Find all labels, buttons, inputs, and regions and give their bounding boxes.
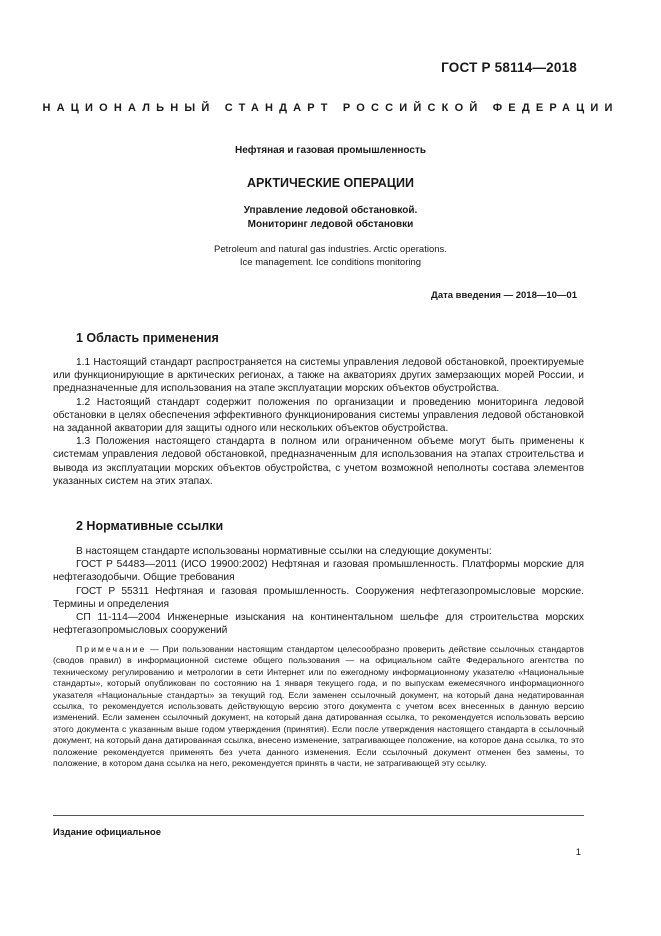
document-number: ГОСТ Р 58114—2018: [441, 60, 577, 75]
paragraph-1-2: 1.2 Настоящий стандарт содержит положения по организации и проведению мониторинга ледовой обстановки в целях обеспечения эффективного функционирования системы управления ледовой обстановкой на заданной акватории для защиты одного или нескольких объектов обустройства.: [53, 396, 584, 435]
introduction-date: Дата введения — 2018—10—01: [431, 290, 577, 301]
references-note: [53, 644, 584, 769]
reference-item: СП 11-114—2004 Инженерные изыскания на континентальном шельфе для строительства морских нефтегазопромысловых сооружений: [53, 612, 584, 637]
section-1-heading: 1 Область применения: [76, 331, 219, 345]
document-title: АРКТИЧЕСКИЕ ОПЕРАЦИИ: [247, 176, 414, 190]
document-subtitle-line-1: Управление ледовой обстановкой.: [243, 205, 418, 216]
footer-divider: [53, 815, 584, 816]
section-2-body: [53, 545, 584, 637]
edition-label: Издание официальное: [53, 827, 161, 838]
references-intro: В настоящем стандарте использованы нормативные ссылки на следующие документы:: [76, 546, 492, 557]
page-number: 1: [575, 847, 581, 858]
industry-label: Нефтяная и газовая промышленность: [235, 145, 426, 156]
national-standard-heading: НАЦИОНАЛЬНЫЙ СТАНДАРТ РОССИЙСКОЙ ФЕДЕРАЦИИ: [42, 102, 619, 114]
english-title-line-2: Ice management. Ice conditions monitoring: [239, 257, 422, 268]
reference-item: ГОСТ Р 55311 Нефтяная и газовая промышленность. Сооружения нефтегазопромысловые морские. Термины и определения: [53, 585, 584, 610]
document-subtitle-line-2: Мониторинг ледовой обстановки: [247, 219, 414, 230]
section-2-heading: 2 Нормативные ссылки: [76, 519, 224, 533]
paragraph-1-1: 1.1 Настоящий стандарт распространяется на системы управления ледовой обстановкой, проектируемые или функционирующие в арктических регионах, а также на акваториях других замерзающих морей России, и предназначенные для использования на этапе эксплуатации морских объектов обустройства.: [53, 357, 584, 395]
paragraph-1-3: 1.3 Положения настоящего стандарта в полном или ограниченном объеме могут быть применены к системам управления ледовой обстановкой, предназначенным для использования на этапах строительства и вывода из эксплуатации морских объектов обустройства, с учетом возможной неполноты состава элементов указанных систем на этих этапах.: [53, 436, 584, 487]
reference-item: ГОСТ Р 54483—2011 (ИСО 19900:2002) Нефтяная и газовая промышленность. Платформы морские для нефтегазодобычи. Общие требования: [53, 559, 584, 584]
section-1-body: [53, 356, 584, 488]
note-label: Примечание: [76, 644, 147, 654]
note-text: — При пользовании настоящим стандартом целесообразно проверить действие ссылочных стандартов (сводов правил) в информационной системе общего пользования — на официальном сайте Федерального агентства по техническому регулированию и метрологии в сети Интернет или по ежегодному информационному указателю «Национальные стандарты», который опубликован по состоянию на 1 января текущего года, и по выпускам ежемесячного информационного указателя «Национальные стандарты» за текущий год. Если заменен ссылочный документ, на который дана недатированная ссылка, то рекомендуется использовать действующую версию этого документа с учетом всех внесенных в данную версию изменений. Если заменен ссылочный документ, на который дана датированная ссылка, то рекомендуется использовать версию этого документа с указанным выше годом утверждения (принятия). Если после утверждения настоящего стандарта в ссылочный документ, на который дана датированная ссылка, внесено изменение, затрагивающее положение, на которое дана ссылка, то это положение рекомендуется применять без учета данного изменения. Если ссылочный документ отменен без замены, то положение, в котором дана ссылка на него, рекомендуется принять в части, не затрагивающей эту ссылку.: [53, 644, 584, 769]
english-title-line-1: Petroleum and natural gas industries. Arctic operations.: [214, 244, 447, 255]
